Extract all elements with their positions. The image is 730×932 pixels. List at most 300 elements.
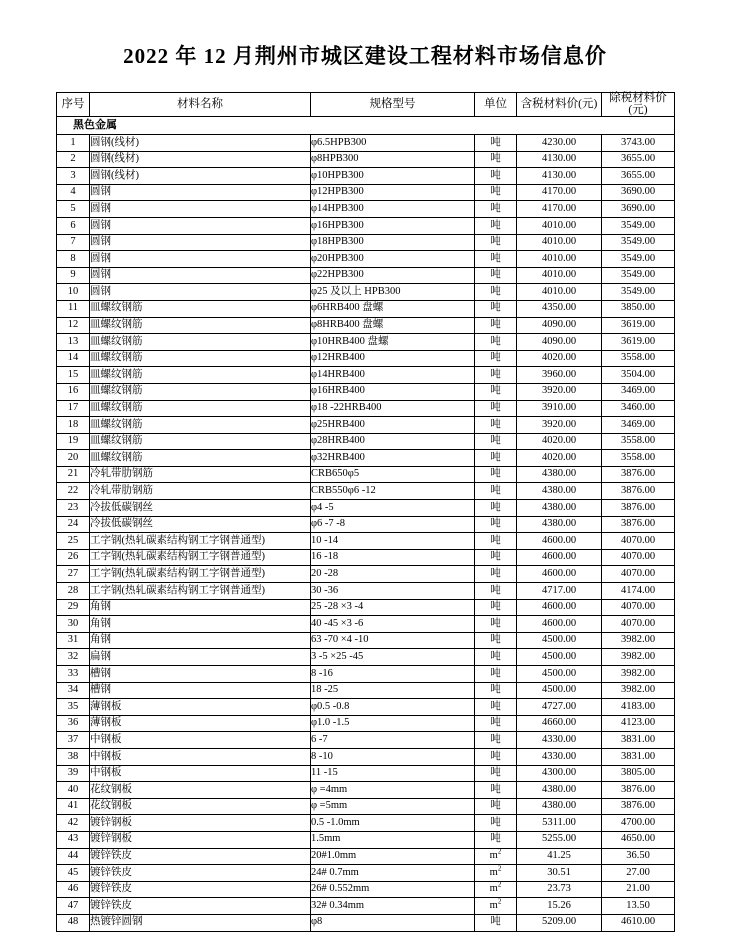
cell-specification: 32# 0.34mm — [311, 898, 475, 915]
cell-no: 2 — [57, 151, 90, 168]
cell-price-incl-tax: 4130.00 — [517, 168, 602, 185]
cell-specification: φ16HRB400 — [311, 383, 475, 400]
cell-specification: 63 -70 ×4 -10 — [311, 632, 475, 649]
cell-price-incl-tax: 4380.00 — [517, 466, 602, 483]
cell-price-incl-tax: 4090.00 — [517, 317, 602, 334]
cell-no: 5 — [57, 201, 90, 218]
cell-price-excl-tax: 4070.00 — [602, 599, 675, 616]
cell-unit: 吨 — [475, 151, 517, 168]
cell-price-incl-tax: 3910.00 — [517, 400, 602, 417]
cell-material-name: 冷轧带肋钢筋 — [90, 466, 311, 483]
cell-no: 31 — [57, 632, 90, 649]
cell-material-name: 圆钢 — [90, 184, 311, 201]
cell-no: 12 — [57, 317, 90, 334]
table-row — [57, 367, 675, 384]
cell-material-name: 皿螺纹钢筋 — [90, 433, 311, 450]
cell-no: 16 — [57, 383, 90, 400]
cell-price-excl-tax: 3690.00 — [602, 201, 675, 218]
cell-unit: 吨 — [475, 334, 517, 351]
cell-price-excl-tax: 3549.00 — [602, 217, 675, 234]
table-body — [57, 117, 675, 932]
cell-price-incl-tax: 15.26 — [517, 898, 602, 915]
cell-specification: 24# 0.7mm — [311, 865, 475, 882]
table-row — [57, 682, 675, 699]
cell-price-excl-tax: 3619.00 — [602, 334, 675, 351]
cell-unit: 吨 — [475, 317, 517, 334]
cell-specification: 0.5 -1.0mm — [311, 815, 475, 832]
cell-no: 40 — [57, 782, 90, 799]
cell-price-incl-tax: 4600.00 — [517, 549, 602, 566]
cell-price-incl-tax: 5311.00 — [517, 815, 602, 832]
table-row — [57, 549, 675, 566]
cell-price-excl-tax: 3876.00 — [602, 516, 675, 533]
table-row — [57, 699, 675, 716]
cell-specification: φ28HRB400 — [311, 433, 475, 450]
cell-no: 29 — [57, 599, 90, 616]
cell-no: 34 — [57, 682, 90, 699]
cell-material-name: 镀锌铁皮 — [90, 865, 311, 882]
column-header-spec: 规格型号 — [311, 93, 475, 117]
cell-price-incl-tax: 4600.00 — [517, 599, 602, 616]
cell-price-excl-tax: 3549.00 — [602, 267, 675, 284]
cell-material-name: 皿螺纹钢筋 — [90, 334, 311, 351]
cell-no: 9 — [57, 267, 90, 284]
cell-no: 24 — [57, 516, 90, 533]
table-row — [57, 632, 675, 649]
cell-material-name: 镀锌钢板 — [90, 831, 311, 848]
cell-material-name: 圆钢(线材) — [90, 135, 311, 152]
table-row — [57, 881, 675, 898]
table-row — [57, 433, 675, 450]
column-header-no: 序号 — [57, 93, 90, 117]
cell-specification: φ8HPB300 — [311, 151, 475, 168]
cell-no: 45 — [57, 865, 90, 882]
table-row — [57, 267, 675, 284]
table-row — [57, 715, 675, 732]
cell-price-incl-tax: 4020.00 — [517, 350, 602, 367]
cell-material-name: 角钢 — [90, 632, 311, 649]
table-row — [57, 500, 675, 517]
cell-unit: 吨 — [475, 533, 517, 550]
cell-material-name: 中钢板 — [90, 748, 311, 765]
section-header-label: 黑色金属 — [57, 117, 675, 135]
table-row — [57, 350, 675, 367]
material-price-table — [56, 92, 675, 932]
cell-specification: φ10HPB300 — [311, 168, 475, 185]
cell-material-name: 皿螺纹钢筋 — [90, 317, 311, 334]
table-row — [57, 334, 675, 351]
cell-no: 27 — [57, 566, 90, 583]
cell-material-name: 工字钢(热轧碳素结构钢工字钢普通型) — [90, 533, 311, 550]
cell-material-name: 工字钢(热轧碳素结构钢工字钢普通型) — [90, 583, 311, 600]
table-row — [57, 914, 675, 931]
cell-price-excl-tax: 3655.00 — [602, 168, 675, 185]
cell-specification: φ20HPB300 — [311, 251, 475, 268]
cell-price-excl-tax: 3549.00 — [602, 234, 675, 251]
cell-price-incl-tax: 30.51 — [517, 865, 602, 882]
cell-price-excl-tax: 3549.00 — [602, 284, 675, 301]
cell-no: 1 — [57, 135, 90, 152]
cell-no: 4 — [57, 184, 90, 201]
cell-unit: 吨 — [475, 815, 517, 832]
cell-price-excl-tax: 21.00 — [602, 881, 675, 898]
table-row — [57, 616, 675, 633]
cell-unit: 吨 — [475, 466, 517, 483]
cell-unit: 吨 — [475, 300, 517, 317]
table-row — [57, 848, 675, 865]
cell-price-excl-tax: 3850.00 — [602, 300, 675, 317]
cell-unit: 吨 — [475, 184, 517, 201]
cell-price-excl-tax: 3982.00 — [602, 682, 675, 699]
cell-specification: CRB550φ6 -12 — [311, 483, 475, 500]
cell-specification: 1.5mm — [311, 831, 475, 848]
section-header-row — [57, 117, 675, 135]
table-row — [57, 135, 675, 152]
cell-price-excl-tax: 3743.00 — [602, 135, 675, 152]
cell-price-incl-tax: 4170.00 — [517, 201, 602, 218]
cell-specification: φ8HRB400 盘螺 — [311, 317, 475, 334]
cell-no: 41 — [57, 798, 90, 815]
table-row — [57, 831, 675, 848]
cell-no: 38 — [57, 748, 90, 765]
page-title: 2022 年 12 月荆州市城区建设工程材料市场信息价 — [123, 44, 607, 68]
cell-material-name: 圆钢(线材) — [90, 151, 311, 168]
cell-unit: 吨 — [475, 267, 517, 284]
cell-no: 21 — [57, 466, 90, 483]
cell-no: 20 — [57, 450, 90, 467]
cell-price-excl-tax: 27.00 — [602, 865, 675, 882]
table-row — [57, 748, 675, 765]
cell-specification: φ6.5HPB300 — [311, 135, 475, 152]
cell-material-name: 冷拔低碳钢丝 — [90, 500, 311, 517]
cell-unit: 吨 — [475, 566, 517, 583]
cell-price-excl-tax: 4174.00 — [602, 583, 675, 600]
table-row — [57, 400, 675, 417]
cell-unit: 吨 — [475, 433, 517, 450]
table-row — [57, 649, 675, 666]
cell-specification: φ =4mm — [311, 782, 475, 799]
cell-price-excl-tax: 3558.00 — [602, 450, 675, 467]
table-row — [57, 151, 675, 168]
cell-no: 33 — [57, 666, 90, 683]
cell-specification: 11 -15 — [311, 765, 475, 782]
cell-no: 13 — [57, 334, 90, 351]
cell-no: 47 — [57, 898, 90, 915]
cell-unit: 吨 — [475, 168, 517, 185]
table-row — [57, 383, 675, 400]
table-row — [57, 483, 675, 500]
cell-price-incl-tax: 4020.00 — [517, 450, 602, 467]
cell-no: 18 — [57, 417, 90, 434]
cell-unit: 吨 — [475, 666, 517, 683]
cell-price-incl-tax: 4717.00 — [517, 583, 602, 600]
table-row — [57, 782, 675, 799]
cell-price-incl-tax: 3920.00 — [517, 383, 602, 400]
cell-specification: φ12HRB400 — [311, 350, 475, 367]
table-header — [57, 93, 675, 117]
cell-specification: 20#1.0mm — [311, 848, 475, 865]
cell-price-incl-tax: 4170.00 — [517, 184, 602, 201]
cell-no: 30 — [57, 616, 90, 633]
cell-price-incl-tax: 4230.00 — [517, 135, 602, 152]
cell-specification: φ0.5 -0.8 — [311, 699, 475, 716]
cell-no: 44 — [57, 848, 90, 865]
cell-material-name: 工字钢(热轧碳素结构钢工字钢普通型) — [90, 566, 311, 583]
cell-price-excl-tax: 3982.00 — [602, 649, 675, 666]
cell-unit: 吨 — [475, 367, 517, 384]
cell-price-excl-tax: 3876.00 — [602, 782, 675, 799]
cell-material-name: 槽钢 — [90, 666, 311, 683]
table-row — [57, 599, 675, 616]
cell-specification: 10 -14 — [311, 533, 475, 550]
cell-specification: 8 -16 — [311, 666, 475, 683]
cell-price-excl-tax: 3504.00 — [602, 367, 675, 384]
cell-material-name: 圆钢(线材) — [90, 168, 311, 185]
cell-no: 14 — [57, 350, 90, 367]
cell-specification: φ8 — [311, 914, 475, 931]
cell-unit: 吨 — [475, 251, 517, 268]
cell-no: 28 — [57, 583, 90, 600]
cell-no: 22 — [57, 483, 90, 500]
cell-specification: 20 -28 — [311, 566, 475, 583]
table-row — [57, 234, 675, 251]
cell-price-incl-tax: 4500.00 — [517, 682, 602, 699]
cell-specification: 25 -28 ×3 -4 — [311, 599, 475, 616]
table-row — [57, 666, 675, 683]
table-row — [57, 533, 675, 550]
cell-price-incl-tax: 4010.00 — [517, 251, 602, 268]
cell-specification: φ =5mm — [311, 798, 475, 815]
table-row — [57, 566, 675, 583]
cell-price-excl-tax: 3876.00 — [602, 500, 675, 517]
cell-no: 17 — [57, 400, 90, 417]
cell-price-excl-tax: 4610.00 — [602, 914, 675, 931]
cell-no: 7 — [57, 234, 90, 251]
cell-unit: 吨 — [475, 400, 517, 417]
cell-no: 19 — [57, 433, 90, 450]
table-row — [57, 466, 675, 483]
cell-price-excl-tax: 4070.00 — [602, 533, 675, 550]
cell-price-excl-tax: 4123.00 — [602, 715, 675, 732]
cell-price-incl-tax: 4380.00 — [517, 500, 602, 517]
cell-price-incl-tax: 4380.00 — [517, 483, 602, 500]
cell-material-name: 花纹钢板 — [90, 798, 311, 815]
cell-specification: 18 -25 — [311, 682, 475, 699]
table-row — [57, 516, 675, 533]
cell-price-excl-tax: 4070.00 — [602, 616, 675, 633]
column-header-price-incl-tax: 含税材料价(元) — [517, 93, 602, 117]
column-header-name: 材料名称 — [90, 93, 311, 117]
cell-material-name: 圆钢 — [90, 284, 311, 301]
cell-unit: 吨 — [475, 748, 517, 765]
cell-material-name: 镀锌钢板 — [90, 815, 311, 832]
cell-specification: 8 -10 — [311, 748, 475, 765]
cell-specification: φ32HRB400 — [311, 450, 475, 467]
cell-unit: 吨 — [475, 383, 517, 400]
cell-price-excl-tax: 3876.00 — [602, 483, 675, 500]
cell-price-excl-tax: 3655.00 — [602, 151, 675, 168]
cell-price-excl-tax: 3805.00 — [602, 765, 675, 782]
cell-price-incl-tax: 4500.00 — [517, 632, 602, 649]
column-header-unit: 单位 — [475, 93, 517, 117]
cell-specification: φ18HPB300 — [311, 234, 475, 251]
cell-no: 10 — [57, 284, 90, 301]
cell-no: 46 — [57, 881, 90, 898]
cell-unit: 吨 — [475, 632, 517, 649]
cell-no: 3 — [57, 168, 90, 185]
cell-price-incl-tax: 4500.00 — [517, 649, 602, 666]
cell-specification: 30 -36 — [311, 583, 475, 600]
cell-specification: 16 -18 — [311, 549, 475, 566]
cell-unit: 吨 — [475, 782, 517, 799]
cell-price-incl-tax: 41.25 — [517, 848, 602, 865]
cell-price-excl-tax: 4070.00 — [602, 566, 675, 583]
cell-unit: 吨 — [475, 417, 517, 434]
cell-material-name: 扁钢 — [90, 649, 311, 666]
cell-no: 8 — [57, 251, 90, 268]
table-row — [57, 284, 675, 301]
price-table-container — [56, 92, 674, 932]
cell-material-name: 镀锌铁皮 — [90, 848, 311, 865]
table-header-row — [57, 93, 675, 117]
cell-specification: φ22HPB300 — [311, 267, 475, 284]
cell-no: 32 — [57, 649, 90, 666]
cell-unit: 吨 — [475, 450, 517, 467]
cell-specification: 26# 0.552mm — [311, 881, 475, 898]
cell-price-excl-tax: 3619.00 — [602, 317, 675, 334]
table-row — [57, 201, 675, 218]
cell-material-name: 圆钢 — [90, 201, 311, 218]
cell-price-incl-tax: 4500.00 — [517, 666, 602, 683]
cell-material-name: 皿螺纹钢筋 — [90, 383, 311, 400]
cell-material-name: 皿螺纹钢筋 — [90, 350, 311, 367]
cell-material-name: 薄钢板 — [90, 715, 311, 732]
cell-unit: 吨 — [475, 599, 517, 616]
cell-material-name: 花纹钢板 — [90, 782, 311, 799]
cell-price-incl-tax: 4380.00 — [517, 782, 602, 799]
table-row — [57, 583, 675, 600]
cell-material-name: 圆钢 — [90, 234, 311, 251]
cell-specification: 40 -45 ×3 -6 — [311, 616, 475, 633]
cell-unit: 吨 — [475, 549, 517, 566]
cell-price-excl-tax: 3460.00 — [602, 400, 675, 417]
cell-price-incl-tax: 4010.00 — [517, 284, 602, 301]
cell-price-incl-tax: 4330.00 — [517, 732, 602, 749]
cell-price-incl-tax: 4380.00 — [517, 798, 602, 815]
cell-no: 43 — [57, 831, 90, 848]
cell-price-incl-tax: 4330.00 — [517, 748, 602, 765]
cell-material-name: 皿螺纹钢筋 — [90, 367, 311, 384]
cell-price-incl-tax: 4090.00 — [517, 334, 602, 351]
table-row — [57, 251, 675, 268]
table-row — [57, 798, 675, 815]
cell-unit: 吨 — [475, 914, 517, 931]
cell-price-excl-tax: 3831.00 — [602, 748, 675, 765]
table-row — [57, 317, 675, 334]
table-row — [57, 417, 675, 434]
cell-price-incl-tax: 4727.00 — [517, 699, 602, 716]
cell-unit: 吨 — [475, 201, 517, 218]
cell-material-name: 皿螺纹钢筋 — [90, 300, 311, 317]
cell-unit: 吨 — [475, 616, 517, 633]
cell-unit: 吨 — [475, 732, 517, 749]
cell-price-incl-tax: 3920.00 — [517, 417, 602, 434]
cell-no: 39 — [57, 765, 90, 782]
cell-material-name: 角钢 — [90, 616, 311, 633]
cell-material-name: 圆钢 — [90, 251, 311, 268]
cell-price-excl-tax: 3876.00 — [602, 466, 675, 483]
cell-price-incl-tax: 4380.00 — [517, 516, 602, 533]
cell-price-incl-tax: 4010.00 — [517, 217, 602, 234]
cell-price-excl-tax: 4070.00 — [602, 549, 675, 566]
cell-unit: 吨 — [475, 682, 517, 699]
cell-unit: 吨 — [475, 699, 517, 716]
cell-specification: φ14HRB400 — [311, 367, 475, 384]
cell-price-excl-tax: 3831.00 — [602, 732, 675, 749]
cell-price-incl-tax: 5255.00 — [517, 831, 602, 848]
cell-price-excl-tax: 3876.00 — [602, 798, 675, 815]
cell-no: 48 — [57, 914, 90, 931]
table-row — [57, 300, 675, 317]
cell-specification: φ4 -5 — [311, 500, 475, 517]
cell-unit: 吨 — [475, 831, 517, 848]
cell-no: 26 — [57, 549, 90, 566]
cell-specification: φ6HRB400 盘螺 — [311, 300, 475, 317]
cell-specification: 3 -5 ×25 -45 — [311, 649, 475, 666]
cell-material-name: 热镀锌圆钢 — [90, 914, 311, 931]
table-row — [57, 217, 675, 234]
cell-unit: 吨 — [475, 500, 517, 517]
cell-unit: 吨 — [475, 765, 517, 782]
cell-price-incl-tax: 5209.00 — [517, 914, 602, 931]
table-row — [57, 865, 675, 882]
cell-material-name: 槽钢 — [90, 682, 311, 699]
table-row — [57, 815, 675, 832]
cell-unit: 吨 — [475, 284, 517, 301]
cell-specification: φ25 及以上 HPB300 — [311, 284, 475, 301]
cell-unit: 吨 — [475, 649, 517, 666]
cell-specification: φ6 -7 -8 — [311, 516, 475, 533]
cell-price-incl-tax: 3960.00 — [517, 367, 602, 384]
cell-material-name: 皿螺纹钢筋 — [90, 417, 311, 434]
cell-unit: $m^2$ — [475, 848, 517, 865]
cell-material-name: 镀锌铁皮 — [90, 898, 311, 915]
cell-material-name: 圆钢 — [90, 217, 311, 234]
cell-price-incl-tax: 4020.00 — [517, 433, 602, 450]
table-row — [57, 168, 675, 185]
cell-no: 42 — [57, 815, 90, 832]
cell-unit: 吨 — [475, 350, 517, 367]
cell-unit: 吨 — [475, 483, 517, 500]
cell-specification: φ1.0 -1.5 — [311, 715, 475, 732]
column-header-price-excl-tax: 除税材料价(元) — [602, 93, 675, 117]
cell-price-excl-tax: 4700.00 — [602, 815, 675, 832]
cell-specification: φ18 -22HRB400 — [311, 400, 475, 417]
cell-price-excl-tax: 3549.00 — [602, 251, 675, 268]
table-row — [57, 450, 675, 467]
cell-unit: $m^2$ — [475, 865, 517, 882]
cell-no: 6 — [57, 217, 90, 234]
cell-no: 23 — [57, 500, 90, 517]
cell-no: 15 — [57, 367, 90, 384]
cell-specification: φ14HPB300 — [311, 201, 475, 218]
cell-unit: 吨 — [475, 217, 517, 234]
cell-unit: 吨 — [475, 516, 517, 533]
cell-price-excl-tax: 3558.00 — [602, 350, 675, 367]
cell-specification: φ10HRB400 盘螺 — [311, 334, 475, 351]
cell-specification: φ16HPB300 — [311, 217, 475, 234]
cell-unit: 吨 — [475, 583, 517, 600]
